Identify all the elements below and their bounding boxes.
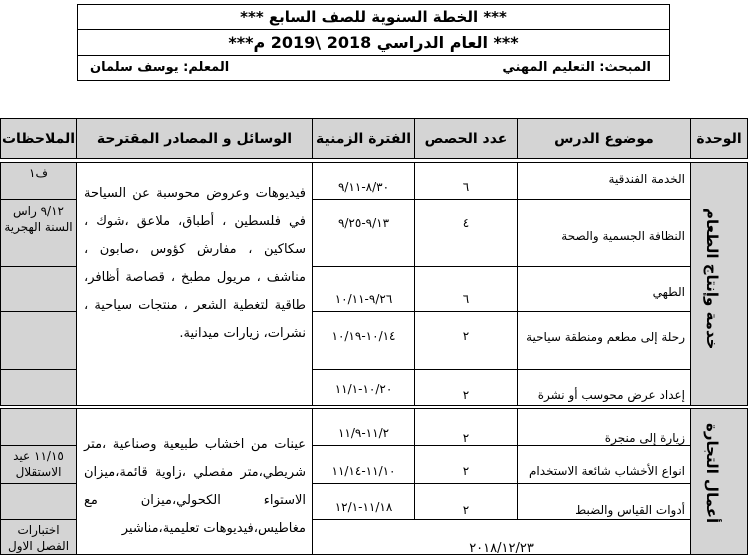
lesson-period: ١٠/١٤-١٠/١٩ xyxy=(331,329,396,343)
teacher-label: المعلم: يوسف سلمان xyxy=(90,60,230,75)
subject-teacher-row xyxy=(78,56,669,80)
lesson-sessions: ٢ xyxy=(462,464,470,478)
lesson-topic: إعداد عرض محوسب أو نشرة xyxy=(537,388,685,402)
unit-name: خدمة وإنتاج الطعام xyxy=(703,208,721,350)
note-holiday: ٩/١٢ راس السنة الهجرية xyxy=(4,204,73,234)
col-period-header: الفترة الزمنية xyxy=(312,118,415,159)
col-resources-header: الوسائل و المصادر المقترحة xyxy=(76,118,313,159)
col-topic-header: موضوع الدرس xyxy=(517,118,691,159)
lesson-topic: رحلة إلى مطعم ومنطقة سياحية xyxy=(526,330,685,344)
lesson-topic: الخدمة الفندقية xyxy=(608,172,685,186)
col-unit-header: الوحدة xyxy=(690,118,748,159)
lesson-period: ١١/٢-١١/٩ xyxy=(337,426,390,440)
lesson-sessions: ٢ xyxy=(462,329,470,343)
note-holiday: ١١/١٥ عيد الاستقلال xyxy=(13,449,64,479)
note-term: ف١ xyxy=(29,166,48,180)
final-date: ٢٠١٨/١٢/٢٣ xyxy=(469,541,534,556)
lesson-period: ٩/١٣-٩/٢٥ xyxy=(337,216,390,230)
resources-text: عينات من اخشاب طبيعية وصناعية ،متر شريطي،متر مفصلي ،زاوية قائمة،ميزان الاستواء الكحولي،ميزان مع مغاطيس،فيديوهات تعليمية،مناشير xyxy=(84,437,306,536)
resources-text: فيديوهات وعروض محوسبة عن السياحة في فلسطين ، أطباق، ملاعق ،شوك ، سكاكين ، مفارش كؤوس ،صابون ، مناشف ، مريول مطبخ ، قصاصة أظافر، طاقية لتغطية الشعر ، منتجات سياحية ، نشرات، زيارات ميدانية. xyxy=(84,186,306,341)
lesson-sessions: ٦ xyxy=(462,180,470,194)
annual-plan-table xyxy=(0,118,748,555)
plan-title: *** الخطة السنوية للصف السابع *** xyxy=(78,5,669,30)
lesson-topic: النظافة الجسمية والصحة xyxy=(561,229,685,243)
lesson-period: ١١/١٨-١٢/١ xyxy=(334,500,393,514)
lesson-sessions: ٢ xyxy=(462,431,470,445)
lesson-topic: زيارة إلى منجرة xyxy=(604,431,685,445)
lesson-period: ٨/٣٠-٩/١١ xyxy=(337,180,390,194)
lesson-period: ١١/١٠-١١/١٤ xyxy=(331,464,396,478)
plan-header xyxy=(77,4,670,81)
lesson-sessions: ٦ xyxy=(462,292,470,306)
academic-year: *** العام الدراسي 2018 \2019 م*** xyxy=(78,30,669,56)
lesson-sessions: ٢ xyxy=(462,388,470,402)
lesson-period: ١٠/٢٠-١١/١ xyxy=(334,382,393,396)
lesson-topic: أدوات القياس والضبط xyxy=(575,503,685,517)
subject-label: المبحث: التعليم المهني xyxy=(502,60,651,75)
lesson-topic: انواع الأخشاب شائعة الاستخدام xyxy=(529,464,685,478)
lesson-sessions: ٢ xyxy=(462,503,470,517)
col-notes-header: الملاحظات xyxy=(0,118,77,159)
col-sessions-header: عدد الحصص xyxy=(414,118,518,159)
lesson-period: ٩/٢٦-١٠/١١ xyxy=(334,292,393,306)
lesson-sessions: ٤ xyxy=(462,216,470,230)
unit-name: أعمال التجارة xyxy=(703,423,721,524)
note-exams: اختبارات الفصل الاول xyxy=(7,523,70,553)
lesson-topic: الطهي xyxy=(652,285,685,299)
